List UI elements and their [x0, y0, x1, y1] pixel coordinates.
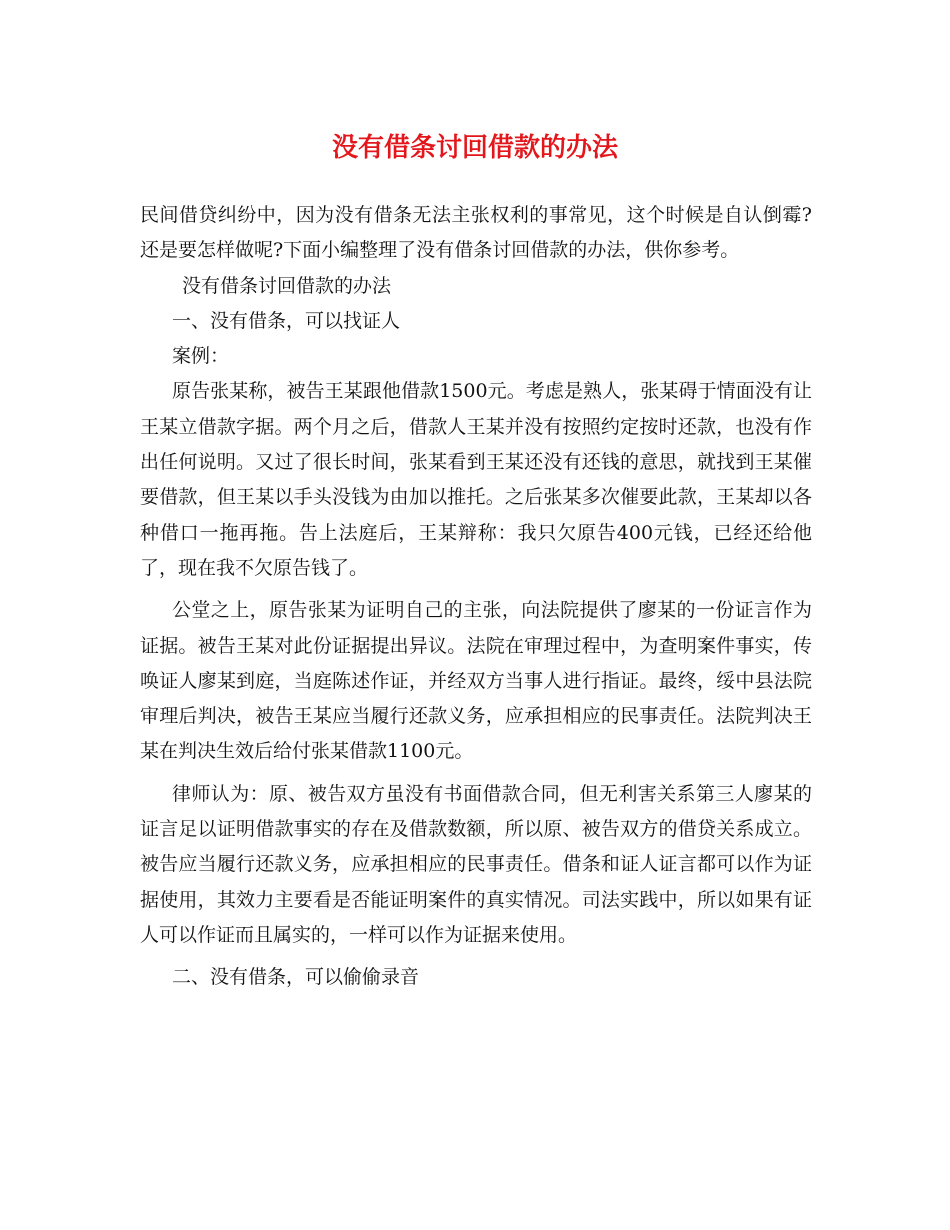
section-title: 没有借条讨回借款的办法 — [182, 274, 392, 297]
lawyer-paragraph: 律师认为：原、被告双方虽没有书面借款合同，但无利害关系第三人廖某的证言足以证明借款事实的存在及借款数额，所以原、被告双方的借贷关系成立。被告应当履行还款义务，应承担相应的民事责任。借条和证人证言都可以作为证据使用，其效力主要看是否能证明案件的真实情况。司法实践中，所以如果有证人可以作证而且属实的，一样可以作为证据来使用。 — [140, 782, 812, 946]
section-heading-2: 二、没有借条，可以偷偷录音 — [172, 966, 420, 989]
section-heading-1: 一、没有借条，可以找证人 — [172, 309, 401, 332]
intro-paragraph: 民间借贷纠纷中，因为没有借条无法主张权利的事常见，这个时候是自认倒霉?还是要怎样做呢?下面小编整理了没有借条讨回借款的办法，供你参考。 — [140, 204, 812, 262]
case-paragraph: 原告张某称，被告王某跟他借款1500元。考虑是熟人，张某碍于情面没有让王某立借款字据。两个月之后，借款人王某并没有按照约定按时还款，也没有作出任何说明。又过了很长时间，张某看到王某还没有还钱的意思，就找到王某催要借款，但王某以手头没钱为由加以推托。之后张某多次催要此款，王某却以各种借口一拖再拖。告上法庭后，王某辩称：我只欠原告400元钱，已经还给他了，现在我不欠原告钱了。 — [140, 380, 812, 579]
case-label: 案例： — [172, 345, 230, 368]
court-paragraph: 公堂之上，原告张某为证明自己的主张，向法院提供了廖某的一份证言作为证据。被告王某对此份证据提出异议。法院在审理过程中，为查明案件事实，传唤证人廖某到庭，当庭陈述作证，并经双方当事人进行指证。最终，绥中县法院审理后判决，被告王某应当履行还款义务，应承担相应的民事责任。法院判决王某在判决生效后给付张某借款1100元。 — [140, 599, 812, 763]
document-body — [140, 198, 812, 996]
document-title: 没有借条讨回借款的办法 — [331, 133, 618, 163]
